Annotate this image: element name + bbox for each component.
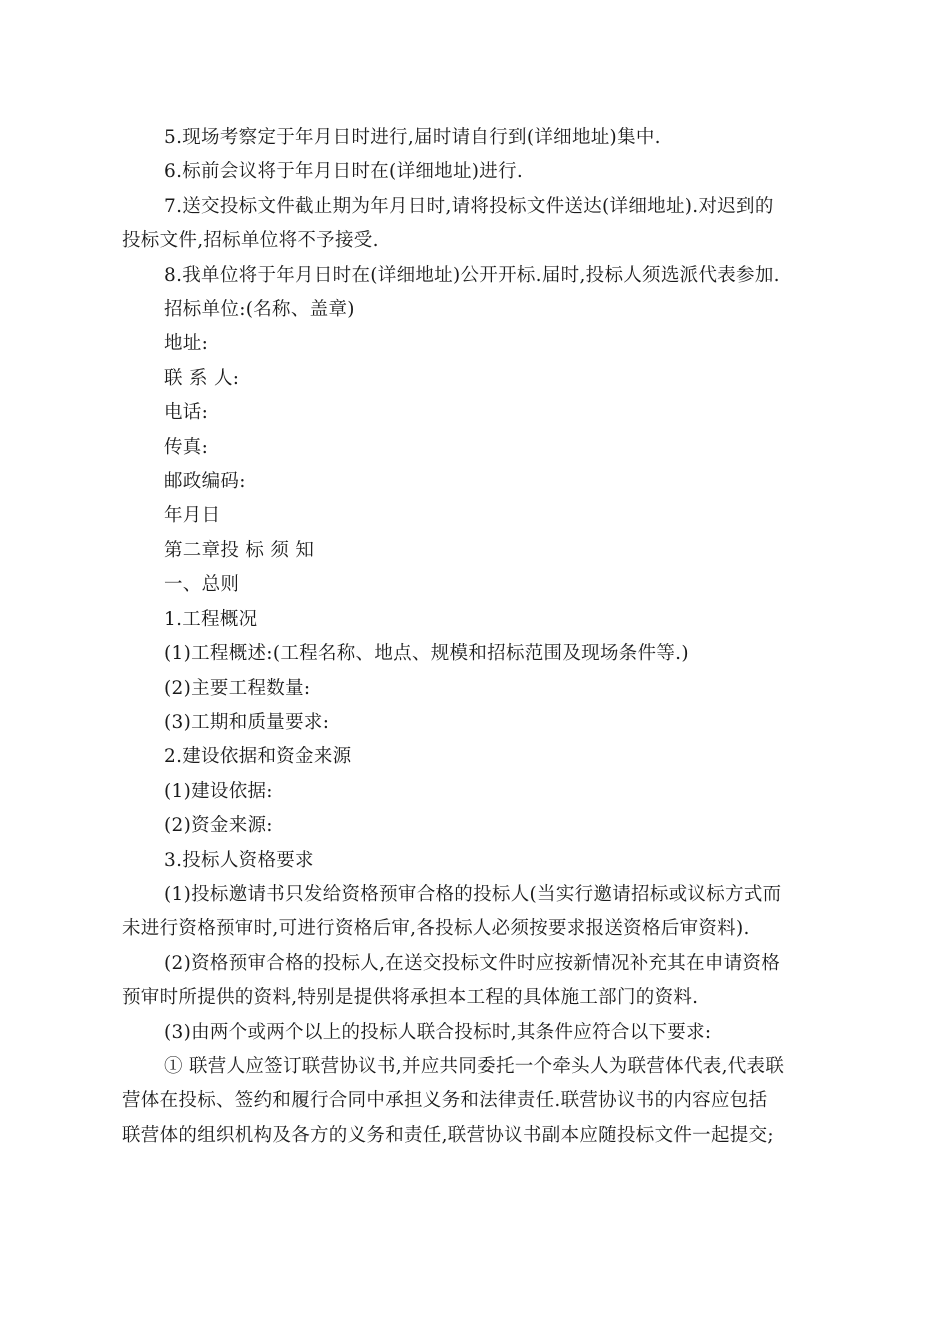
text-line: 未进行资格预审时,可进行资格后审,各投标人必须按要求报送资格后审资料). bbox=[122, 918, 750, 940]
text-line: 5.现场考察定于年月日时进行,届时请自行到(详细地址)集中. bbox=[164, 127, 661, 148]
text-line: 6.标前会议将于年月日时在(详细地址)进行. bbox=[164, 161, 524, 183]
paragraph bbox=[122, 947, 803, 1016]
document-body bbox=[122, 121, 803, 1153]
text-line: (1)建设依据: bbox=[164, 780, 273, 802]
paragraph bbox=[143, 706, 803, 740]
text-line: (1)投标邀请书只发给资格预审合格的投标人(当实行邀请招标或议标方式而 bbox=[164, 883, 782, 905]
text-line: 电话: bbox=[164, 402, 209, 424]
paragraph bbox=[143, 844, 803, 878]
paragraph bbox=[143, 1016, 803, 1050]
text-line: 传真: bbox=[164, 436, 209, 458]
paragraph bbox=[143, 121, 803, 155]
paragraph bbox=[143, 293, 803, 327]
text-line: 8.我单位将于年月日时在(详细地址)公开开标.届时,投标人须选派代表参加. bbox=[164, 264, 780, 286]
paragraph bbox=[143, 259, 803, 293]
text-line: 1.工程概况 bbox=[164, 608, 258, 630]
text-line: 2.建设依据和资金来源 bbox=[164, 746, 352, 768]
text-line: 7.送交投标文件截止期为年月日时,请将投标文件送达(详细地址).对迟到的 bbox=[164, 195, 774, 217]
paragraph bbox=[143, 775, 803, 809]
text-line: 一、总则 bbox=[164, 574, 240, 596]
text-line: 邮政编码: bbox=[164, 471, 246, 493]
text-line: 地址: bbox=[164, 333, 209, 355]
text-line: (3)由两个或两个以上的投标人联合投标时,其条件应符合以下要求: bbox=[164, 1021, 712, 1043]
text-line: ① 联营人应签订联营协议书,并应共同委托一个牵头人为联营体代表,代表联 bbox=[164, 1055, 785, 1077]
paragraph bbox=[122, 878, 803, 947]
paragraph bbox=[143, 603, 803, 637]
text-line: 联 系 人: bbox=[164, 367, 240, 389]
paragraph bbox=[143, 327, 803, 361]
text-line: 第二章投 标 须 知 bbox=[164, 539, 315, 561]
paragraph bbox=[143, 465, 803, 499]
text-line: (2)主要工程数量: bbox=[164, 677, 311, 699]
paragraph bbox=[143, 568, 803, 602]
paragraph bbox=[143, 809, 803, 843]
paragraph bbox=[122, 190, 803, 259]
text-line: 招标单位:(名称、盖章) bbox=[164, 299, 355, 321]
paragraph bbox=[143, 431, 803, 465]
text-line: 投标文件,招标单位将不予接受. bbox=[122, 230, 379, 252]
paragraph bbox=[143, 637, 803, 671]
paragraph bbox=[143, 396, 803, 430]
paragraph bbox=[143, 672, 803, 706]
paragraph bbox=[143, 362, 803, 396]
text-line: (3)工期和质量要求: bbox=[164, 711, 330, 733]
text-line: 3.投标人资格要求 bbox=[164, 849, 314, 871]
paragraph bbox=[143, 499, 803, 533]
paragraph bbox=[143, 155, 803, 189]
text-line: 预审时所提供的资料,特别是提供将承担本工程的具体施工部门的资料. bbox=[122, 987, 699, 1009]
text-line: 联营体的组织机构及各方的义务和责任,联营协议书副本应随投标文件一起提交; bbox=[122, 1124, 774, 1146]
text-line: (2)资金来源: bbox=[164, 815, 273, 837]
text-line: 年月日 bbox=[164, 505, 221, 527]
text-line: 营体在投标、签约和履行合同中承担义务和法律责任.联营协议书的内容应包括 bbox=[122, 1090, 768, 1112]
paragraph bbox=[143, 740, 803, 774]
paragraph bbox=[143, 534, 803, 568]
text-line: (2)资格预审合格的投标人,在送交投标文件时应按新情况补充其在申请资格 bbox=[164, 952, 781, 974]
text-line: (1)工程概述:(工程名称、地点、规模和招标范围及现场条件等.) bbox=[164, 643, 689, 665]
paragraph bbox=[122, 1050, 803, 1153]
